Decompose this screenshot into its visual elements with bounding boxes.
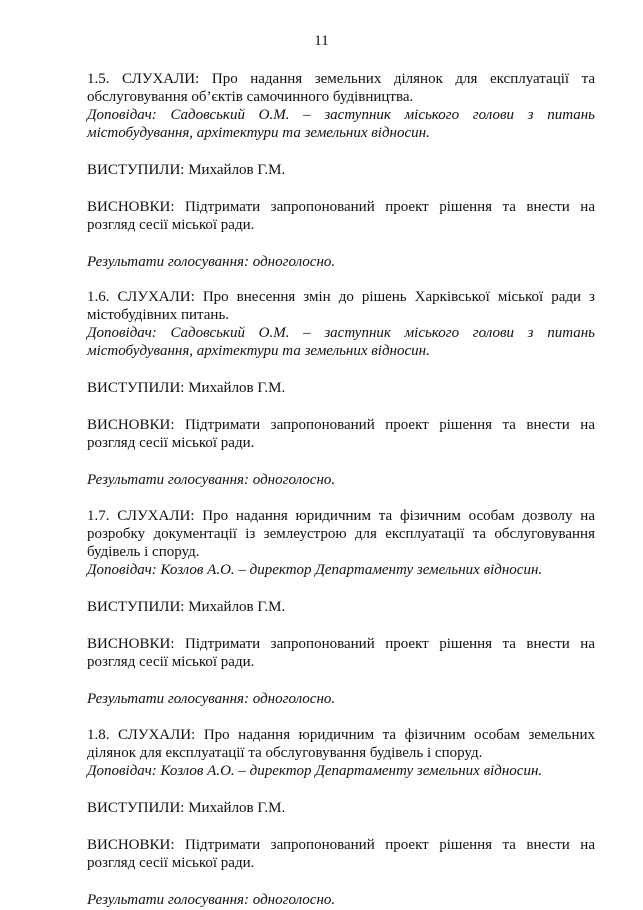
heard-paragraph: 1.5. СЛУХАЛИ: Про надання земельних ділянок для експлуатації та обслуговування об’єктів самочинного будівництва. (87, 71, 595, 105)
conclusions-paragraph: ВИСНОВКИ: Підтримати запропонований проект рішення та внести на розгляд сесії міської ради. (87, 417, 595, 451)
conclusions-paragraph: ВИСНОВКИ: Підтримати запропонований проект рішення та внести на розгляд сесії міської ради. (87, 636, 595, 670)
conclusions-paragraph: ВИСНОВКИ: Підтримати запропонований проект рішення та внести на розгляд сесії міської ради. (87, 199, 595, 233)
voting-result: Результати голосування: одноголосно. (87, 892, 336, 908)
spoke-line: ВИСТУПИЛИ: Михайлов Г.М. (87, 599, 286, 615)
reporter-line: Доповідач: Садовський О.М. – заступник міського голови з питань містобудування, архітектури та земельних відносин. (87, 107, 595, 141)
agenda-item-1-6 (87, 288, 595, 489)
heard-paragraph: 1.6. СЛУХАЛИ: Про внесення змін до рішень Харківської міської ради з містобудівних питань. (87, 289, 595, 323)
voting-result: Результати голосування: одноголосно. (87, 254, 336, 270)
heard-paragraph: 1.8. СЛУХАЛИ: Про надання юридичним та фізичним особам земельних ділянок для експлуатації та обслуговування будівель і споруд. (87, 727, 595, 761)
spoke-line: ВИСТУПИЛИ: Михайлов Г.М. (87, 380, 286, 396)
agenda-item-1-8 (87, 726, 595, 909)
spoke-line: ВИСТУПИЛИ: Михайлов Г.М. (87, 162, 286, 178)
conclusions-paragraph: ВИСНОВКИ: Підтримати запропонований проект рішення та внести на розгляд сесії міської ради. (87, 837, 595, 871)
agenda-item-1-5 (87, 70, 595, 271)
minutes-content (87, 70, 595, 909)
heard-paragraph: 1.7. СЛУХАЛИ: Про надання юридичним та фізичним особам дозволу на розробку документації із землеустрою для експлуатації та обслуговування будівель і споруд. (87, 508, 595, 560)
spoke-line: ВИСТУПИЛИ: Михайлов Г.М. (87, 800, 286, 816)
reporter-line: Доповідач: Садовський О.М. – заступник міського голови з питань містобудування, архітектури та земельних відносин. (87, 325, 595, 359)
agenda-item-1-7 (87, 507, 595, 708)
page-number: 11 (314, 33, 329, 49)
reporter-line: Доповідач: Козлов А.О. – директор Департаменту земельних відносин. (87, 763, 543, 779)
reporter-line: Доповідач: Козлов А.О. – директор Департаменту земельних відносин. (87, 562, 543, 578)
voting-result: Результати голосування: одноголосно. (87, 472, 336, 488)
voting-result: Результати голосування: одноголосно. (87, 691, 336, 707)
